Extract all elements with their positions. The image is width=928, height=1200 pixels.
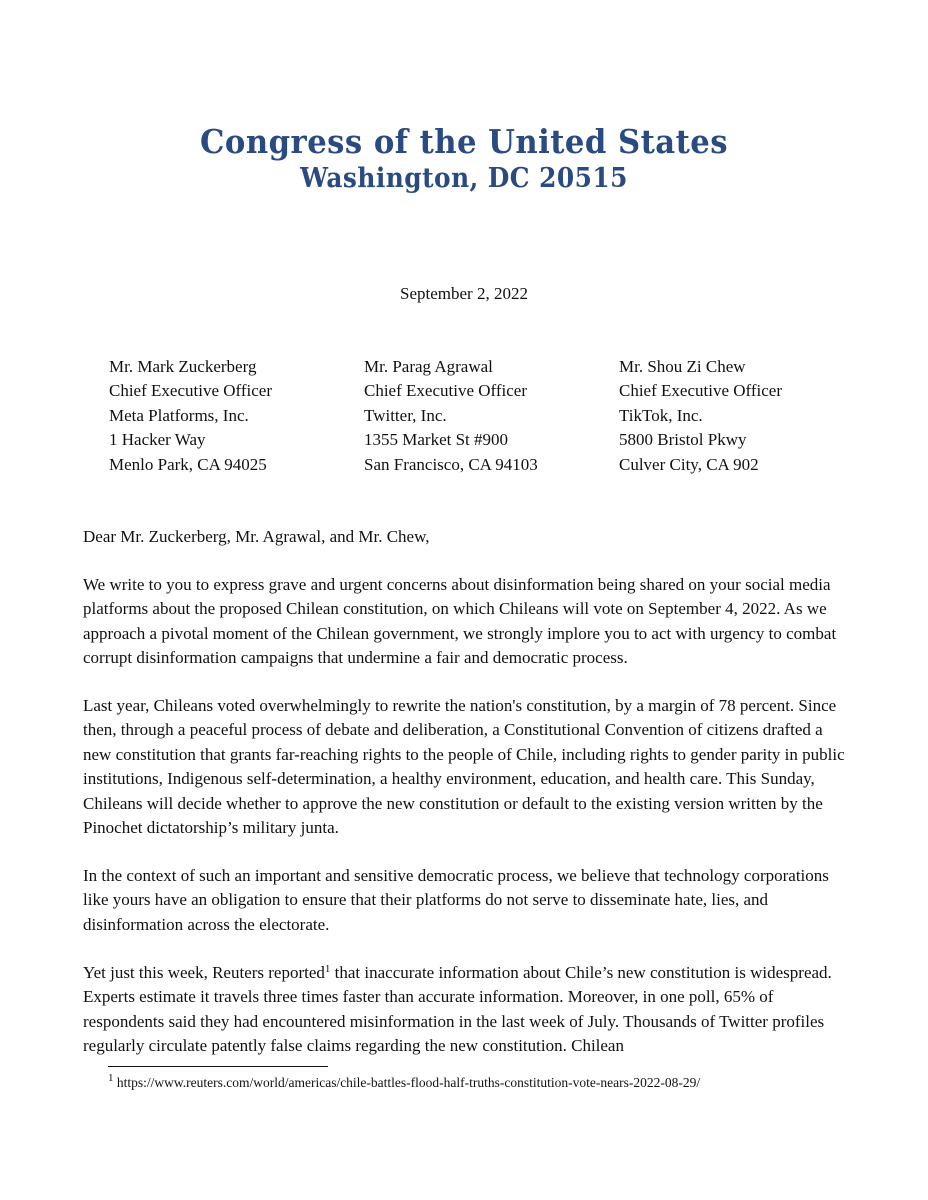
recipient-city: Menlo Park, CA 94025 bbox=[109, 454, 267, 474]
footnote-reference: 1 bbox=[324, 963, 331, 975]
recipient-company: Twitter, Inc. bbox=[364, 405, 447, 425]
recipient-street: 1 Hacker Way bbox=[109, 430, 206, 450]
recipient-company: TikTok, Inc. bbox=[619, 405, 703, 425]
recipient-zuckerberg bbox=[109, 355, 272, 477]
recipient-city: San Francisco, CA 94103 bbox=[364, 454, 538, 474]
letterhead-title: Congress of the United States bbox=[200, 122, 728, 161]
recipient-city: Culver City, CA 902 bbox=[619, 454, 759, 474]
paragraph-3: In the context of such an important and sensitive democratic process, we believe that technology corporations like yours have an obligation to ensure that their platforms do not serve to disseminate hate, lies, and disinformation across the electorate. bbox=[83, 866, 829, 934]
recipient-name: Mr. Mark Zuckerberg bbox=[109, 357, 257, 376]
paragraph-4 bbox=[83, 961, 855, 1059]
paragraph-4-rest: that inaccurate information about Chile’s new constitution is widespread. Experts estimate it travels three times faster than accurate information. Moreover, in one poll, 65% of respondents said they had encountered misinformation in the last week of July. Thousands of Twitter profiles regularly circulate patently false claims regarding the new constitution. Chilean bbox=[83, 963, 832, 1056]
recipient-name: Mr. Parag Agrawal bbox=[364, 357, 493, 376]
recipient-name: Mr. Shou Zi Chew bbox=[619, 357, 746, 376]
footnote bbox=[108, 1074, 700, 1092]
paragraph-4-start: Yet just this week, Reuters reported bbox=[83, 963, 325, 982]
recipient-chew bbox=[619, 355, 782, 477]
recipient-agrawal bbox=[364, 355, 538, 477]
footnote-mark: 1 bbox=[108, 1072, 114, 1084]
recipient-street: 5800 Bristol Pkwy bbox=[619, 430, 747, 450]
letterhead-subtitle: Washington, DC 20515 bbox=[300, 163, 628, 194]
paragraph-2: Last year, Chileans voted overwhelmingly to rewrite the nation's constitution, by a margin of 78 percent. Since then, through a peaceful process of debate and deliberation, a Constitutional Convention of citizens drafted a new constitution that grants far-reaching rights to the people of Chile, including rights to gender parity in public institutions, Indigenous self-determination, a healthy environment, education, and health care. This Sunday, Chileans will decide whether to approve the new constitution or default to the existing version written by the Pinochet dictatorship’s military junta. bbox=[83, 696, 845, 838]
recipient-role: Chief Executive Officer bbox=[109, 381, 273, 401]
recipient-role: Chief Executive Officer bbox=[364, 381, 528, 401]
footnote-divider bbox=[108, 1066, 328, 1067]
letterhead bbox=[0, 122, 928, 196]
footnote-url: https://www.reuters.com/world/americas/chile-battles-flood-half-truths-constitution-vote-nears-2022-08-29/ bbox=[113, 1075, 701, 1090]
recipient-role: Chief Executive Officer bbox=[619, 381, 783, 401]
letter-date: September 2, 2022 bbox=[400, 284, 528, 303]
paragraph-1: We write to you to express grave and urgent concerns about disinformation being shared on your social media platforms about the proposed Chilean constitution, on which Chileans will vote on September 4, 2022. As we approach a pivotal moment of the Chilean government, we strongly implore you to act with urgency to combat corrupt disinformation campaigns that undermine a fair and democratic process. bbox=[83, 575, 837, 668]
recipient-street: 1355 Market St #900 bbox=[364, 430, 509, 450]
recipient-company: Meta Platforms, Inc. bbox=[109, 405, 249, 425]
salutation: Dear Mr. Zuckerberg, Mr. Agrawal, and Mr. Chew, bbox=[83, 527, 430, 546]
